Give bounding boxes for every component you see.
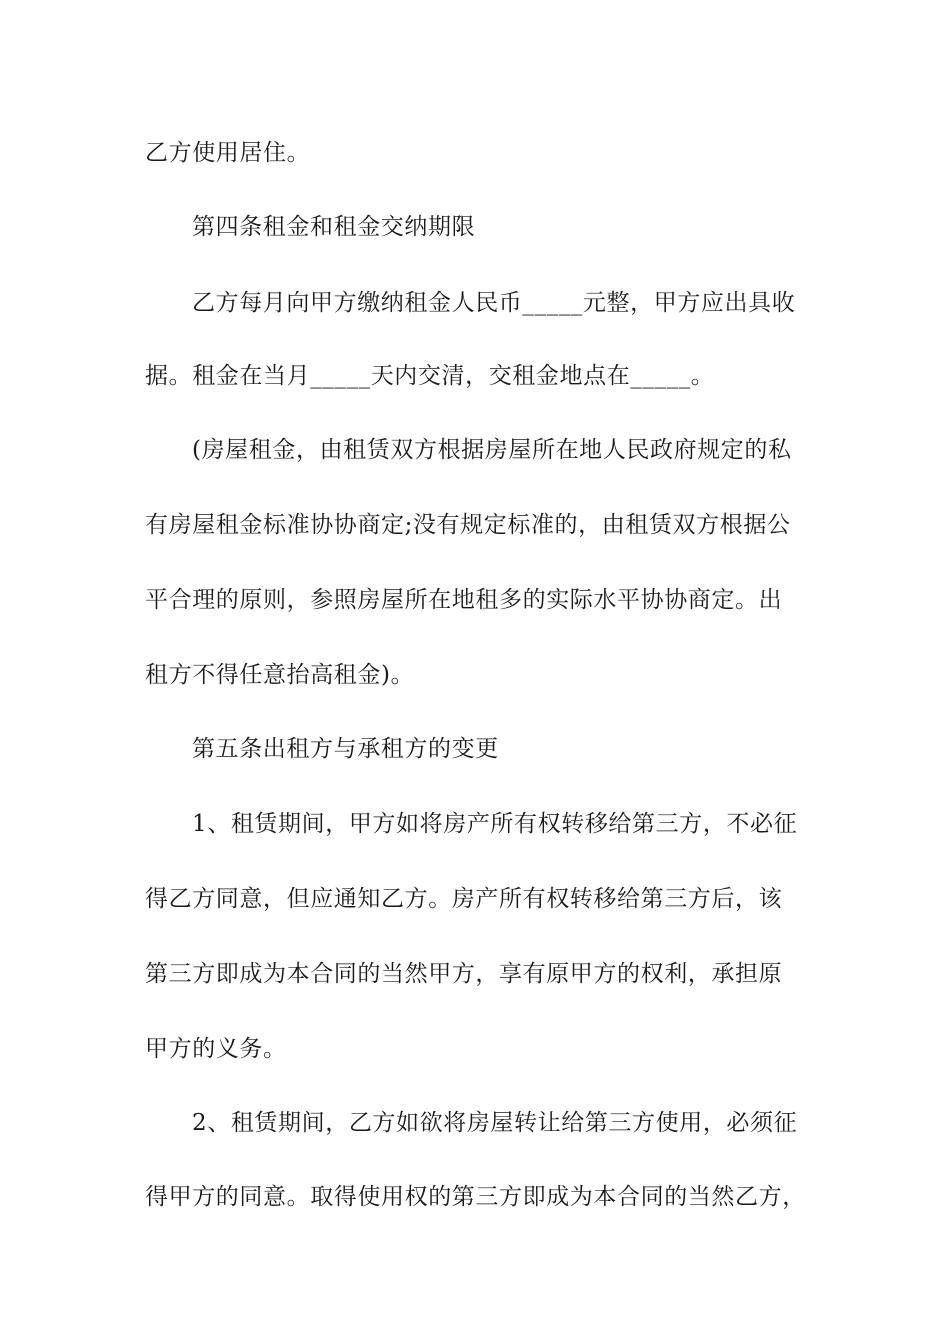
text-line-8: 租方不得任意抬高租金)。 [145, 662, 415, 688]
section-heading-4: 第四条租金和租金交纳期限 [192, 214, 476, 240]
text-line-6: 有房屋租金标准协协商定;没有规定标准的，由租赁双方根据公 [145, 512, 791, 538]
text-line-14: 2、租赁期间，乙方如欲将房屋转让给第三方使用，必须征 [192, 1110, 798, 1136]
text-line-15: 得甲方的同意。取得使用权的第三方即成为本合同的当然乙方， [145, 1184, 806, 1210]
text-line-3: 乙方每月向甲方缴纳租金人民币_____元整，甲方应出具收 [192, 290, 796, 316]
text-line-1: 乙方使用居住。 [145, 140, 311, 166]
text-line-7: 平合理的原则，参照房屋所在地租多的实际水平协协商定。出 [145, 587, 783, 613]
section-heading-5: 第五条出租方与承租方的变更 [192, 736, 499, 762]
text-line-12: 第三方即成为本合同的当然甲方，享有原甲方的权利，承担原 [145, 961, 783, 987]
text-line-11: 得乙方同意，但应通知乙方。房产所有权转移给第三方后，该 [145, 886, 783, 912]
text-line-13: 甲方的义务。 [145, 1036, 287, 1062]
text-line-10: 1、租赁期间，甲方如将房产所有权转移给第三方，不必征 [192, 811, 798, 837]
text-line-4: 据。租金在当月_____天内交清，交租金地点在_____。 [145, 363, 715, 389]
text-line-5: (房屋租金，由租赁双方根据房屋所在地人民政府规定的私 [192, 437, 792, 463]
